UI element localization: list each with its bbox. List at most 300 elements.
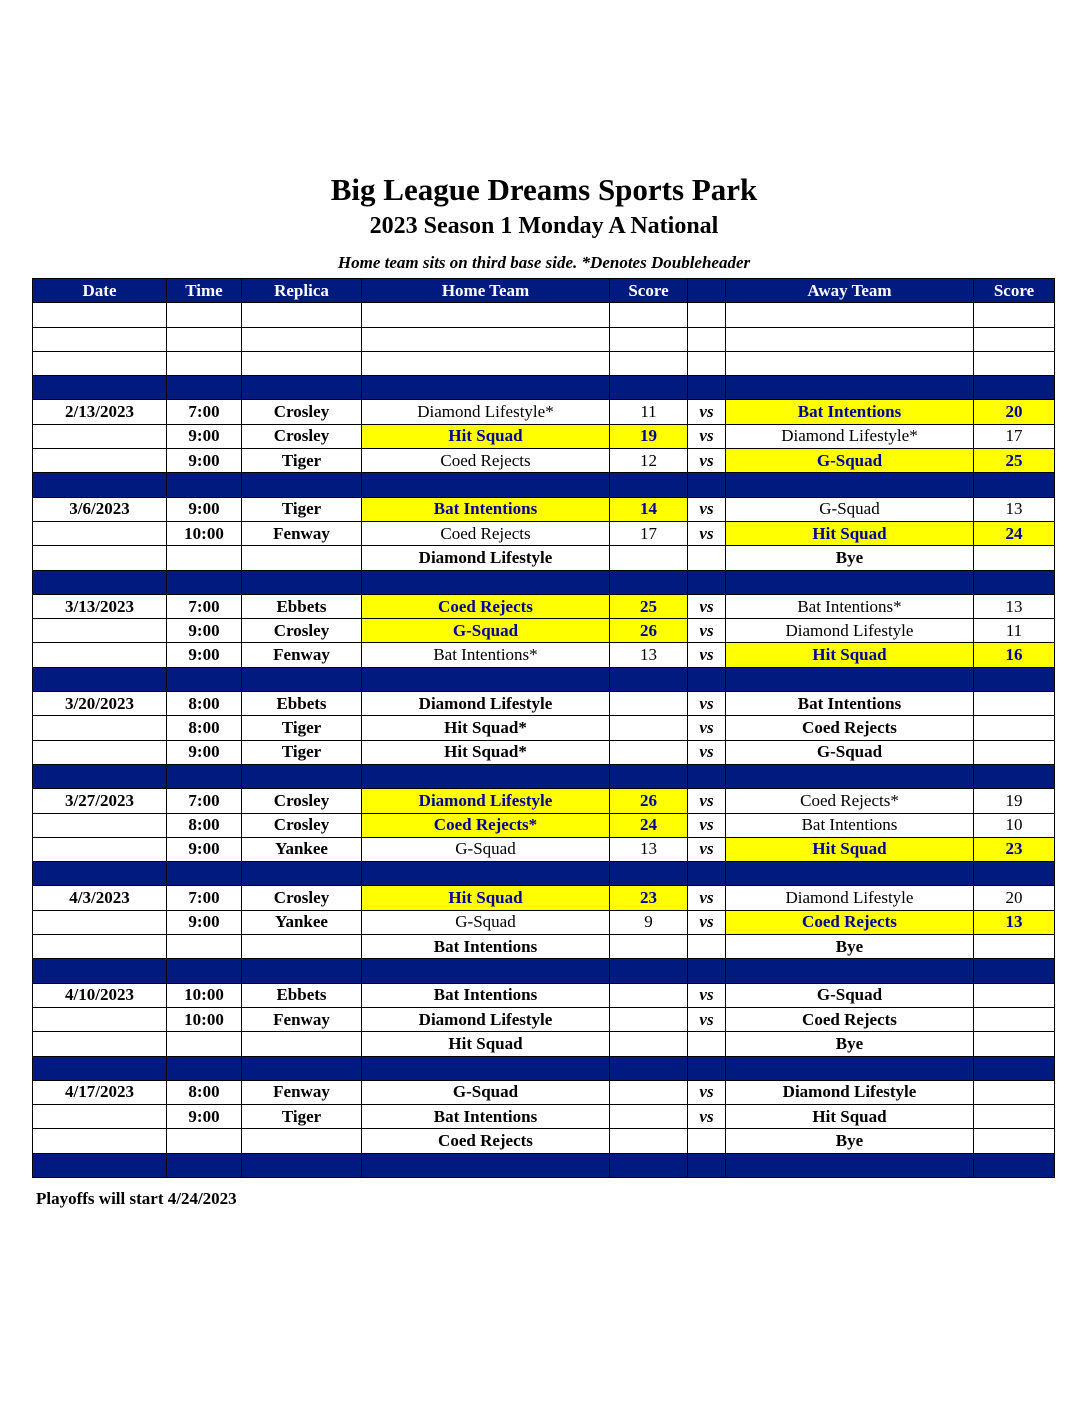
home-team-cell: Coed Rejects* bbox=[362, 813, 610, 837]
replica-cell: Tiger bbox=[242, 740, 362, 764]
date-cell bbox=[33, 303, 167, 327]
away-team-cell bbox=[726, 303, 974, 327]
week-separator-row bbox=[33, 959, 1055, 983]
table-row bbox=[33, 449, 1055, 473]
away-team-cell: G-Squad bbox=[726, 449, 974, 473]
blank-row bbox=[33, 327, 1055, 351]
away-score-cell bbox=[974, 1007, 1055, 1031]
date-cell: 4/3/2023 bbox=[33, 886, 167, 910]
replica-cell: Crosley bbox=[242, 400, 362, 424]
away-score-cell bbox=[974, 959, 1055, 983]
replica-cell bbox=[242, 1056, 362, 1080]
table-row bbox=[33, 910, 1055, 934]
away-score-cell bbox=[974, 935, 1055, 959]
time-cell: 10:00 bbox=[167, 983, 242, 1007]
away-score-cell: 13 bbox=[974, 594, 1055, 618]
date-cell: 3/6/2023 bbox=[33, 497, 167, 521]
away-team-cell: Diamond Lifestyle bbox=[726, 886, 974, 910]
time-cell bbox=[167, 1056, 242, 1080]
away-team-cell: Bat Intentions bbox=[726, 400, 974, 424]
time-cell bbox=[167, 546, 242, 570]
away-team-cell: Bat Intentions bbox=[726, 692, 974, 716]
vs-cell: vs bbox=[688, 521, 726, 545]
home-team-cell: Bat Intentions bbox=[362, 497, 610, 521]
week-separator-row bbox=[33, 667, 1055, 691]
away-score-cell: 11 bbox=[974, 619, 1055, 643]
column-header-date: Date bbox=[33, 279, 167, 303]
week-separator-row bbox=[33, 376, 1055, 400]
table-row bbox=[33, 643, 1055, 667]
time-cell: 7:00 bbox=[167, 594, 242, 618]
week-separator-row bbox=[33, 862, 1055, 886]
home-team-cell: Hit Squad bbox=[362, 1032, 610, 1056]
home-score-cell: 26 bbox=[610, 619, 688, 643]
away-score-cell bbox=[974, 692, 1055, 716]
date-cell bbox=[33, 716, 167, 740]
date-cell bbox=[33, 424, 167, 448]
time-cell bbox=[167, 376, 242, 400]
home-score-cell: 13 bbox=[610, 837, 688, 861]
home-score-cell bbox=[610, 570, 688, 594]
replica-cell bbox=[242, 570, 362, 594]
home-score-cell bbox=[610, 1032, 688, 1056]
time-cell: 10:00 bbox=[167, 521, 242, 545]
home-team-cell bbox=[362, 327, 610, 351]
home-score-cell bbox=[610, 1007, 688, 1031]
date-cell bbox=[33, 1105, 167, 1129]
home-team-cell: Diamond Lifestyle bbox=[362, 789, 610, 813]
date-cell bbox=[33, 619, 167, 643]
date-cell bbox=[33, 546, 167, 570]
away-team-cell: Coed Rejects bbox=[726, 1007, 974, 1031]
table-row bbox=[33, 521, 1055, 545]
replica-cell: Ebbets bbox=[242, 983, 362, 1007]
vs-cell: vs bbox=[688, 716, 726, 740]
away-score-cell bbox=[974, 351, 1055, 375]
time-cell bbox=[167, 473, 242, 497]
vs-cell: vs bbox=[688, 643, 726, 667]
home-score-cell bbox=[610, 1105, 688, 1129]
table-row bbox=[33, 740, 1055, 764]
time-cell: 9:00 bbox=[167, 619, 242, 643]
vs-cell bbox=[688, 935, 726, 959]
away-score-cell bbox=[974, 1056, 1055, 1080]
date-cell bbox=[33, 1007, 167, 1031]
time-cell: 8:00 bbox=[167, 813, 242, 837]
vs-cell bbox=[688, 862, 726, 886]
home-team-cell: Diamond Lifestyle* bbox=[362, 400, 610, 424]
away-team-cell: Diamond Lifestyle bbox=[726, 1080, 974, 1104]
vs-cell: vs bbox=[688, 886, 726, 910]
vs-cell: vs bbox=[688, 497, 726, 521]
away-team-cell: Hit Squad bbox=[726, 837, 974, 861]
time-cell bbox=[167, 935, 242, 959]
table-row bbox=[33, 692, 1055, 716]
away-score-cell: 25 bbox=[974, 449, 1055, 473]
table-row bbox=[33, 837, 1055, 861]
away-score-cell bbox=[974, 546, 1055, 570]
away-score-cell: 17 bbox=[974, 424, 1055, 448]
home-team-cell: Hit Squad bbox=[362, 886, 610, 910]
home-team-cell: Diamond Lifestyle bbox=[362, 546, 610, 570]
away-team-cell bbox=[726, 764, 974, 788]
replica-cell: Crosley bbox=[242, 424, 362, 448]
home-score-cell bbox=[610, 1129, 688, 1153]
away-team-cell: Coed Rejects bbox=[726, 910, 974, 934]
column-header-vs bbox=[688, 279, 726, 303]
home-score-cell bbox=[610, 327, 688, 351]
replica-cell: Crosley bbox=[242, 789, 362, 813]
home-team-cell: Coed Rejects bbox=[362, 521, 610, 545]
page-subtitle: 2023 Season 1 Monday A National bbox=[369, 213, 719, 239]
column-header-time: Time bbox=[167, 279, 242, 303]
date-cell bbox=[33, 376, 167, 400]
home-score-cell bbox=[610, 351, 688, 375]
date-cell bbox=[33, 837, 167, 861]
table-header-row bbox=[33, 279, 1055, 303]
table-row bbox=[33, 716, 1055, 740]
time-cell: 9:00 bbox=[167, 910, 242, 934]
replica-cell: Fenway bbox=[242, 521, 362, 545]
time-cell bbox=[167, 667, 242, 691]
away-score-cell bbox=[974, 473, 1055, 497]
away-team-cell bbox=[726, 570, 974, 594]
table-row bbox=[33, 935, 1055, 959]
home-score-cell bbox=[610, 692, 688, 716]
vs-cell bbox=[688, 546, 726, 570]
date-cell bbox=[33, 449, 167, 473]
vs-cell bbox=[688, 1056, 726, 1080]
home-team-cell bbox=[362, 376, 610, 400]
replica-cell: Crosley bbox=[242, 813, 362, 837]
away-team-cell bbox=[726, 327, 974, 351]
vs-cell bbox=[688, 667, 726, 691]
time-cell bbox=[167, 327, 242, 351]
time-cell bbox=[167, 959, 242, 983]
home-team-cell bbox=[362, 764, 610, 788]
column-header-away-team: Away Team bbox=[726, 279, 974, 303]
away-score-cell: 23 bbox=[974, 837, 1055, 861]
away-score-cell bbox=[974, 862, 1055, 886]
home-team-cell: Hit Squad bbox=[362, 424, 610, 448]
away-score-cell bbox=[974, 1080, 1055, 1104]
replica-cell bbox=[242, 959, 362, 983]
home-score-cell bbox=[610, 546, 688, 570]
time-cell: 8:00 bbox=[167, 1080, 242, 1104]
home-score-cell: 17 bbox=[610, 521, 688, 545]
table-row bbox=[33, 1105, 1055, 1129]
date-cell bbox=[33, 1129, 167, 1153]
home-score-cell bbox=[610, 303, 688, 327]
replica-cell: Yankee bbox=[242, 837, 362, 861]
date-cell bbox=[33, 351, 167, 375]
time-cell bbox=[167, 1032, 242, 1056]
replica-cell: Tiger bbox=[242, 716, 362, 740]
home-score-cell: 25 bbox=[610, 594, 688, 618]
away-score-cell: 19 bbox=[974, 789, 1055, 813]
blank-row bbox=[33, 303, 1055, 327]
home-score-cell bbox=[610, 1056, 688, 1080]
home-team-cell bbox=[362, 1153, 610, 1177]
vs-cell bbox=[688, 1032, 726, 1056]
week-separator-row bbox=[33, 1056, 1055, 1080]
away-score-cell bbox=[974, 764, 1055, 788]
replica-cell: Tiger bbox=[242, 497, 362, 521]
home-score-cell bbox=[610, 740, 688, 764]
away-score-cell bbox=[974, 327, 1055, 351]
replica-cell bbox=[242, 327, 362, 351]
date-cell bbox=[33, 959, 167, 983]
vs-cell: vs bbox=[688, 813, 726, 837]
vs-cell: vs bbox=[688, 983, 726, 1007]
date-cell bbox=[33, 327, 167, 351]
away-team-cell bbox=[726, 376, 974, 400]
week-separator-row bbox=[33, 473, 1055, 497]
away-score-cell: 20 bbox=[974, 400, 1055, 424]
away-team-cell: Bye bbox=[726, 1032, 974, 1056]
vs-cell bbox=[688, 303, 726, 327]
table-row bbox=[33, 594, 1055, 618]
replica-cell bbox=[242, 473, 362, 497]
vs-cell bbox=[688, 473, 726, 497]
away-team-cell: Hit Squad bbox=[726, 521, 974, 545]
date-cell bbox=[33, 667, 167, 691]
away-score-cell bbox=[974, 303, 1055, 327]
date-cell bbox=[33, 910, 167, 934]
time-cell: 10:00 bbox=[167, 1007, 242, 1031]
time-cell: 7:00 bbox=[167, 886, 242, 910]
date-cell bbox=[33, 1032, 167, 1056]
away-team-cell bbox=[726, 667, 974, 691]
home-score-cell bbox=[610, 667, 688, 691]
time-cell: 9:00 bbox=[167, 643, 242, 667]
away-team-cell bbox=[726, 862, 974, 886]
home-team-cell: G-Squad bbox=[362, 619, 610, 643]
away-team-cell: Bye bbox=[726, 546, 974, 570]
time-cell: 9:00 bbox=[167, 424, 242, 448]
date-cell bbox=[33, 813, 167, 837]
week-separator-row bbox=[33, 1153, 1055, 1177]
replica-cell bbox=[242, 376, 362, 400]
time-cell: 9:00 bbox=[167, 1105, 242, 1129]
date-cell: 4/17/2023 bbox=[33, 1080, 167, 1104]
column-header-away-score: Score bbox=[974, 279, 1055, 303]
away-score-cell: 10 bbox=[974, 813, 1055, 837]
time-cell: 8:00 bbox=[167, 692, 242, 716]
date-cell bbox=[33, 1056, 167, 1080]
table-row bbox=[33, 983, 1055, 1007]
vs-cell bbox=[688, 959, 726, 983]
date-cell bbox=[33, 862, 167, 886]
vs-cell bbox=[688, 764, 726, 788]
away-team-cell: Bye bbox=[726, 1129, 974, 1153]
table-row bbox=[33, 400, 1055, 424]
home-score-cell: 26 bbox=[610, 789, 688, 813]
home-score-cell bbox=[610, 764, 688, 788]
home-team-cell bbox=[362, 473, 610, 497]
replica-cell bbox=[242, 351, 362, 375]
home-score-cell bbox=[610, 862, 688, 886]
replica-cell bbox=[242, 546, 362, 570]
vs-cell: vs bbox=[688, 789, 726, 813]
date-cell bbox=[33, 473, 167, 497]
home-team-cell: Bat Intentions bbox=[362, 1105, 610, 1129]
date-cell: 3/20/2023 bbox=[33, 692, 167, 716]
home-score-cell: 9 bbox=[610, 910, 688, 934]
home-team-cell bbox=[362, 1056, 610, 1080]
time-cell: 9:00 bbox=[167, 449, 242, 473]
away-score-cell bbox=[974, 667, 1055, 691]
vs-cell bbox=[688, 327, 726, 351]
replica-cell bbox=[242, 1129, 362, 1153]
away-team-cell: G-Squad bbox=[726, 740, 974, 764]
schedule-body bbox=[33, 303, 1055, 1178]
table-row bbox=[33, 1007, 1055, 1031]
replica-cell: Crosley bbox=[242, 886, 362, 910]
replica-cell bbox=[242, 862, 362, 886]
home-team-cell: Diamond Lifestyle bbox=[362, 692, 610, 716]
home-score-cell bbox=[610, 1153, 688, 1177]
replica-cell bbox=[242, 1153, 362, 1177]
table-row bbox=[33, 813, 1055, 837]
date-cell bbox=[33, 570, 167, 594]
home-team-cell: G-Squad bbox=[362, 837, 610, 861]
vs-cell: vs bbox=[688, 619, 726, 643]
vs-cell: vs bbox=[688, 740, 726, 764]
home-score-cell bbox=[610, 935, 688, 959]
time-cell bbox=[167, 570, 242, 594]
home-score-cell bbox=[610, 376, 688, 400]
table-row bbox=[33, 1080, 1055, 1104]
away-team-cell: Bat Intentions bbox=[726, 813, 974, 837]
column-header-replica: Replica bbox=[242, 279, 362, 303]
away-score-cell bbox=[974, 983, 1055, 1007]
replica-cell: Tiger bbox=[242, 1105, 362, 1129]
time-cell: 7:00 bbox=[167, 400, 242, 424]
home-team-cell bbox=[362, 351, 610, 375]
replica-cell: Fenway bbox=[242, 1080, 362, 1104]
home-score-cell: 23 bbox=[610, 886, 688, 910]
time-cell bbox=[167, 351, 242, 375]
time-cell: 7:00 bbox=[167, 789, 242, 813]
away-score-cell bbox=[974, 1129, 1055, 1153]
table-row bbox=[33, 546, 1055, 570]
replica-cell: Crosley bbox=[242, 619, 362, 643]
table-row bbox=[33, 886, 1055, 910]
away-score-cell bbox=[974, 1153, 1055, 1177]
home-score-cell: 13 bbox=[610, 643, 688, 667]
date-cell bbox=[33, 935, 167, 959]
home-score-cell: 12 bbox=[610, 449, 688, 473]
away-team-cell bbox=[726, 1153, 974, 1177]
playoffs-note: Playoffs will start 4/24/2023 bbox=[36, 1189, 237, 1208]
home-team-cell bbox=[362, 959, 610, 983]
week-separator-row bbox=[33, 764, 1055, 788]
replica-cell bbox=[242, 764, 362, 788]
home-score-cell bbox=[610, 1080, 688, 1104]
vs-cell: vs bbox=[688, 1080, 726, 1104]
date-cell: 2/13/2023 bbox=[33, 400, 167, 424]
home-team-cell: Coed Rejects bbox=[362, 449, 610, 473]
column-header-home-score: Score bbox=[610, 279, 688, 303]
away-score-cell: 13 bbox=[974, 497, 1055, 521]
vs-cell bbox=[688, 376, 726, 400]
vs-cell: vs bbox=[688, 449, 726, 473]
date-cell: 3/27/2023 bbox=[33, 789, 167, 813]
time-cell: 9:00 bbox=[167, 740, 242, 764]
replica-cell: Ebbets bbox=[242, 594, 362, 618]
home-team-cell: G-Squad bbox=[362, 1080, 610, 1104]
away-score-cell bbox=[974, 716, 1055, 740]
schedule-note: Home team sits on third base side. *Denotes Doubleheader bbox=[337, 253, 751, 272]
table-row bbox=[33, 1129, 1055, 1153]
away-team-cell: Coed Rejects bbox=[726, 716, 974, 740]
away-team-cell: Bye bbox=[726, 935, 974, 959]
table-row bbox=[33, 1032, 1055, 1056]
home-score-cell: 24 bbox=[610, 813, 688, 837]
away-team-cell: Bat Intentions* bbox=[726, 594, 974, 618]
time-cell: 9:00 bbox=[167, 837, 242, 861]
replica-cell bbox=[242, 1032, 362, 1056]
time-cell bbox=[167, 862, 242, 886]
column-header-home-team: Home Team bbox=[362, 279, 610, 303]
home-team-cell: Hit Squad* bbox=[362, 716, 610, 740]
time-cell bbox=[167, 303, 242, 327]
replica-cell: Fenway bbox=[242, 1007, 362, 1031]
vs-cell bbox=[688, 351, 726, 375]
away-score-cell bbox=[974, 1105, 1055, 1129]
time-cell: 8:00 bbox=[167, 716, 242, 740]
home-team-cell: Hit Squad* bbox=[362, 740, 610, 764]
table-row bbox=[33, 424, 1055, 448]
home-score-cell bbox=[610, 473, 688, 497]
date-cell bbox=[33, 1153, 167, 1177]
replica-cell bbox=[242, 667, 362, 691]
away-team-cell: Hit Squad bbox=[726, 1105, 974, 1129]
away-team-cell: Diamond Lifestyle bbox=[726, 619, 974, 643]
date-cell bbox=[33, 643, 167, 667]
home-team-cell: Bat Intentions bbox=[362, 935, 610, 959]
schedule-table bbox=[32, 278, 1055, 1178]
away-team-cell: G-Squad bbox=[726, 983, 974, 1007]
home-team-cell bbox=[362, 862, 610, 886]
away-score-cell bbox=[974, 1032, 1055, 1056]
time-cell bbox=[167, 1129, 242, 1153]
home-team-cell: G-Squad bbox=[362, 910, 610, 934]
home-score-cell: 11 bbox=[610, 400, 688, 424]
replica-cell bbox=[242, 303, 362, 327]
page-title: Big League Dreams Sports Park bbox=[330, 172, 758, 207]
home-team-cell bbox=[362, 570, 610, 594]
home-team-cell: Diamond Lifestyle bbox=[362, 1007, 610, 1031]
away-team-cell bbox=[726, 351, 974, 375]
vs-cell bbox=[688, 570, 726, 594]
replica-cell bbox=[242, 935, 362, 959]
table-row bbox=[33, 789, 1055, 813]
home-team-cell bbox=[362, 667, 610, 691]
vs-cell: vs bbox=[688, 400, 726, 424]
week-separator-row bbox=[33, 570, 1055, 594]
away-team-cell: G-Squad bbox=[726, 497, 974, 521]
away-team-cell bbox=[726, 1056, 974, 1080]
replica-cell: Tiger bbox=[242, 449, 362, 473]
away-score-cell: 16 bbox=[974, 643, 1055, 667]
home-score-cell bbox=[610, 983, 688, 1007]
away-score-cell: 13 bbox=[974, 910, 1055, 934]
vs-cell: vs bbox=[688, 910, 726, 934]
away-team-cell bbox=[726, 959, 974, 983]
home-team-cell: Bat Intentions bbox=[362, 983, 610, 1007]
